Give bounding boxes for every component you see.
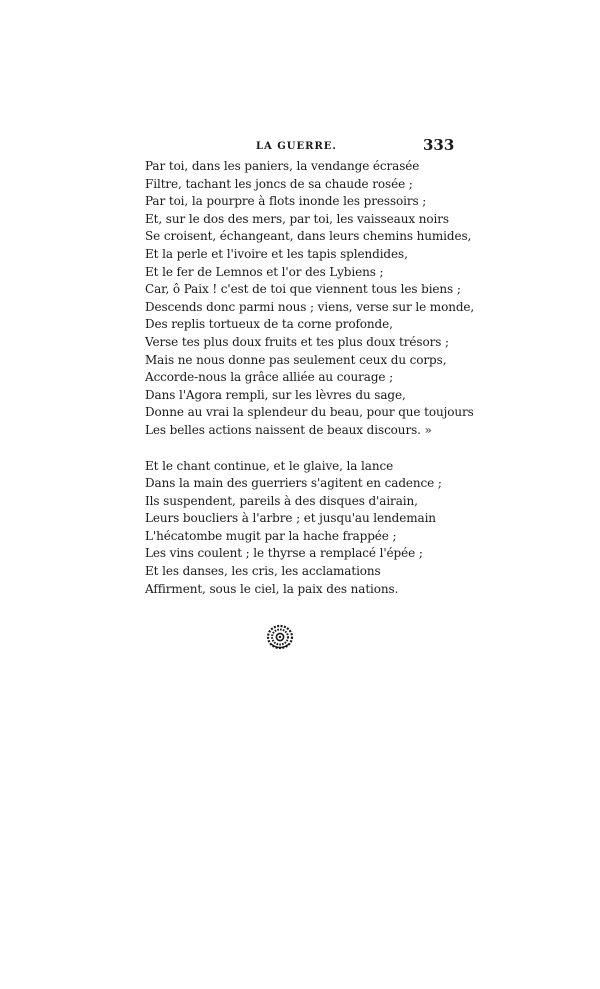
poem-line: Donne au vrai la splendeur du beau, pour que toujours	[145, 405, 474, 420]
poem-body	[145, 158, 475, 598]
poem-line: Dans la main des guerriers s'agitent en cadence ;	[145, 476, 442, 491]
poem-line: Accorde-nous la grâce alliée au courage ;	[145, 370, 394, 385]
poem-line: Filtre, tachant les joncs de sa chaude rosée ;	[145, 176, 413, 191]
poem-line: Et le chant continue, et le glaive, la lance	[145, 458, 394, 473]
poem-line: Les vins coulent ; le thyrse a remplacé l'épée ;	[145, 546, 423, 561]
wreath-ornament-icon	[266, 624, 294, 650]
poem-line: Et le fer de Lemnos et l'or des Lybiens ;	[145, 264, 384, 279]
poem-line: Affirment, sous le ciel, la paix des nations.	[145, 581, 399, 596]
poem-line: Se croisent, échangeant, dans leurs chemins humides,	[145, 229, 472, 244]
running-title: LA GUERRE.	[256, 141, 337, 152]
poem-line: Et la perle et l'ivoire et les tapis splendides,	[145, 246, 408, 261]
poem-line: Les belles actions naissent de beaux discours. »	[145, 422, 432, 437]
poem-line: Dans l'Agora rempli, sur les lèvres du sage,	[145, 387, 406, 402]
poem-line: Ils suspendent, pareils à des disques d'airain,	[145, 493, 418, 508]
poem-line: Verse tes plus doux fruits et tes plus doux trésors ;	[145, 334, 449, 349]
poem-line: Et, sur le dos des mers, par toi, les vaisseaux noirs	[145, 211, 449, 226]
stanza-2	[145, 458, 445, 599]
poem-line: Par toi, dans les paniers, la vendange écrasée	[145, 159, 420, 173]
stanza-1	[145, 158, 475, 440]
poem-line: Des replis tortueux de ta corne profonde,	[145, 317, 393, 332]
page-number: 333	[423, 136, 455, 154]
poem-line: Descends donc parmi nous ; viens, verse sur le monde,	[145, 299, 475, 314]
poem-line: Mais ne nous donne pas seulement ceux du corps,	[145, 352, 447, 367]
poem-line: Car, ô Paix ! c'est de toi que viennent tous les biens ;	[145, 282, 461, 297]
poem-line: Leurs boucliers à l'arbre ; et jusqu'au lendemain	[145, 511, 436, 526]
poem-line: Par toi, la pourpre à flots inonde les pressoirs ;	[145, 194, 427, 209]
poem-line: Et les danses, les cris, les acclamations	[145, 564, 381, 579]
poem-line: L'hécatombe mugit par la hache frappée ;	[145, 528, 397, 543]
